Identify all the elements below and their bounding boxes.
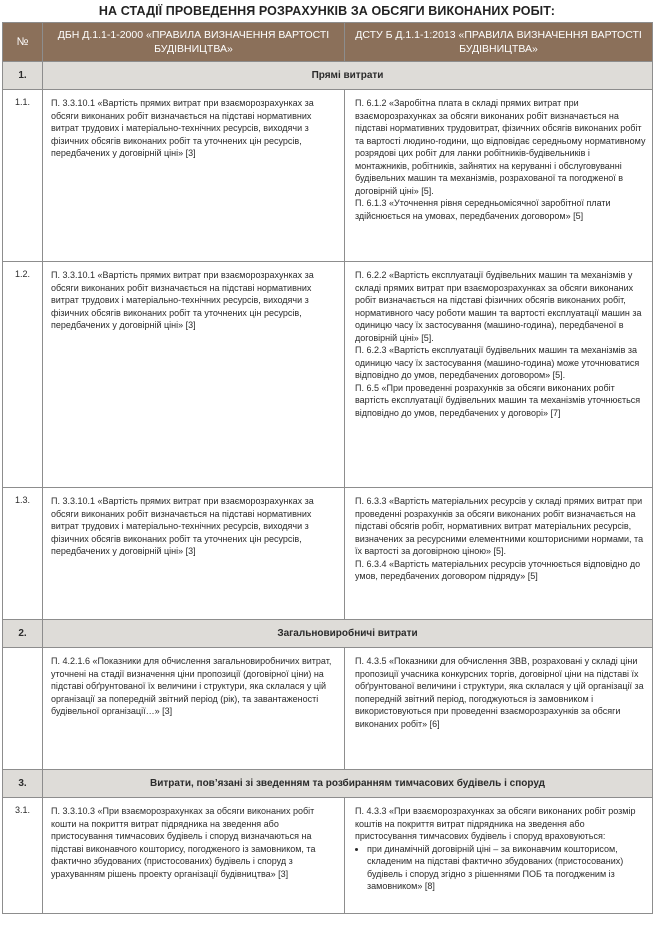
dstu-clause: П. 6.1.3 «Уточнення рівня середньомісячної заробітної плати здійснюється на умовах, передбачених договором» [5]	[355, 198, 611, 221]
dbn-cell	[43, 90, 345, 262]
dbn-clause: П. 3.3.10.1 «Вартість прямих витрат при взаєморозрахунках за обсяги виконаних робіт визначається на підставі нормативних витрат трудових і матеріально-технічних ресурсів, виходячи з фізичних обсягів виконаних робіт та уточнених цін ресурсів, передбачених у договірній ціні» [3]	[51, 98, 314, 158]
table-row	[3, 488, 653, 620]
header-dbn: ДБН Д.1.1-1-2000 «ПРАВИЛА ВИЗНАЧЕННЯ ВАРТОСТІ БУДІВНИЦТВА»	[43, 23, 345, 62]
table-row	[3, 648, 653, 770]
dbn-clause: П. 3.3.10.1 «Вартість прямих витрат при взаєморозрахунках за обсяги виконаних робіт визначається на підставі нормативних витрат трудових і матеріально-технічних ресурсів, виходячи з фізичних обсягів виконаних робіт та уточнених цін ресурсів, передбачених у договірній ціні» [3]	[51, 496, 314, 556]
header-number: №	[3, 23, 43, 62]
dbn-clause: П. 4.2.1.6 «Показники для обчислення загальновиробничих витрат, уточнені на стадії визначення ціни пропозиції (договірної ціни) на підставі обґрунтованої їх величини і структури, яка склалася у цій організації за попередній звітний період (рік), та завантаженості будівельної організації…» [3]	[51, 656, 332, 716]
dstu-cell	[345, 798, 653, 914]
header-dstu: ДСТУ Б Д.1.1-1:2013 «ПРАВИЛА ВИЗНАЧЕННЯ ВАРТОСТІ БУДІВНИЦТВА»	[345, 23, 653, 62]
dstu-clause: П. 6.3.3 «Вартість матеріальних ресурсів у складі прямих витрат при проведенні розрахунків за обсяги виконаних робіт визначається на підставі обсягів робіт, нормативних витрат матеріальних ресурсів, визначених за ресурсними елементними кошторисними нормами, та їх вартості за договірною ціною» [5].	[355, 496, 644, 556]
dstu-bullet-list	[355, 843, 646, 893]
section-number: 1.	[3, 62, 43, 90]
table-row	[3, 90, 653, 262]
dstu-clause: П. 6.5 «При проведенні розрахунків за обсяги виконаних робіт вартість експлуатації будівельних машин та механізмів уточнюється відповідно до умов, передбачених у договорі» [7]	[355, 382, 641, 418]
dstu-cell	[345, 262, 653, 488]
section-title: Загальновиробничі витрати	[43, 620, 653, 648]
dbn-cell	[43, 262, 345, 488]
dstu-cell	[345, 90, 653, 262]
table-row	[3, 798, 653, 914]
section-number: 3.	[3, 770, 43, 798]
row-number: 1.1.	[3, 90, 43, 262]
dstu-cell	[345, 648, 653, 770]
page-title: НА СТАДІЇ ПРОВЕДЕННЯ РОЗРАХУНКІВ ЗА ОБСЯГИ ВИКОНАНИХ РОБІТ:	[98, 4, 556, 18]
section-title: Витрати, пов’язані зі зведенням та розбиранням тимчасових будівель і споруд	[43, 770, 653, 798]
dbn-clause: П. 3.3.10.1 «Вартість прямих витрат при взаєморозрахунках за обсяги виконаних робіт визначається на підставі нормативних витрат трудових і матеріально-технічних ресурсів, виходячи з фізичних обсягів виконаних робіт та уточнених цін ресурсів, передбачених у договірній ціні» [3]	[51, 270, 314, 330]
dstu-clause: П. 6.2.3 «Вартість експлуатації будівельних машин та механізмів за одиницю часу їх застосування (машино-година) може уточнюватися відповідно до умов, передбачених договором» [5].	[355, 345, 640, 380]
dstu-cell	[345, 488, 653, 620]
dstu-clause: П. 4.3.5 «Показники для обчислення ЗВВ, розраховані у складі ціни пропозиції учасника конкурсних торгів, договірної ціни на підставі їх обґрунтованої величини і структури, яка склалася у цій організації за попередній звітний період, погоджуються із замовником і використовуються при проведенні взаєморозрахунків за обсяги виконаних робіт» [6]	[355, 656, 644, 729]
table-row	[3, 262, 653, 488]
row-number	[3, 648, 43, 770]
section-number: 2.	[3, 620, 43, 648]
table-header-row	[3, 23, 653, 62]
section-row	[3, 620, 653, 648]
row-number: 1.2.	[3, 262, 43, 488]
dbn-clause: П. 3.3.10.3 «При взаєморозрахунках за обсяги виконаних робіт кошти на покриття витрат підрядника на зведення або пристосування тимчасових будівель і споруд визначаються на підставі виконавчого кошторису, погодженого із замовником, та фактично збудованих (пристосованих) будівель і споруд з урахуванням рішень проекту організації будівництва» [3]	[51, 806, 316, 879]
dstu-clause: П. 6.1.2 «Заробітна плата в складі прямих витрат при взаєморозрахунках за обсяги виконаних робіт визначається на підставі нормативних трудовитрат, фізичних обсягів виконаних робіт та вартості людино-години, що відповідає середньому нормативному розрядові цих робіт для ланки робітників-будівельників і монтажників, робітників, зайнятих на керуванні і обслуговуванні будівельних машин та механізмів, розрахованої та погодженої в договірній ціні» [5].	[355, 98, 646, 196]
dbn-cell	[43, 798, 345, 914]
section-row	[3, 62, 653, 90]
dbn-cell	[43, 648, 345, 770]
comparison-table	[2, 22, 653, 914]
dstu-clause: П. 6.3.4 «Вартість матеріальних ресурсів уточнюється відповідно до умов, передбачених договором підряду» [5]	[355, 558, 641, 581]
dstu-clause: П. 6.2.2 «Вартість експлуатації будівельних машин та механізмів у складі прямих витрат при взаєморозрахунках за обсяги виконаних робіт визначається на підставі фізичних обсягів виконаних робіт, нормативного часу роботи машин та вартості експлуатації машин за одиницю часу їх застосування (машино-година), передбаченої в договірній ціні» [5].	[355, 270, 642, 343]
row-number: 1.3.	[3, 488, 43, 620]
row-number: 3.1.	[3, 798, 43, 914]
dstu-clause: П. 4.3.3 «При взаєморозрахунках за обсяги виконаних робіт розмір коштів на покриття витрат підрядника на зведення або пристосування тимчасових будівель і споруд враховуються:	[355, 806, 636, 841]
dstu-bullet: • при динамічній договірній ціні – за виконавчим кошторисом, складеним на підставі фактично збудованих (пристосованих) будівель і споруд згідно з рішеннями ПОБ та погодженим із замовником» [8]	[367, 843, 646, 893]
section-row	[3, 770, 653, 798]
dbn-cell	[43, 488, 345, 620]
section-title: Прямі витрати	[43, 62, 653, 90]
